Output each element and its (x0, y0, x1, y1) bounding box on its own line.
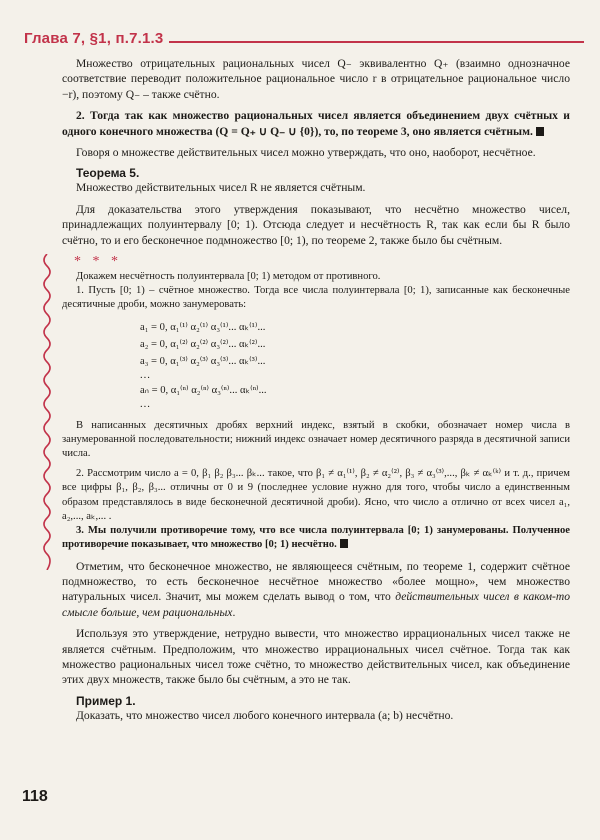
theorem-text: Множество действительных чисел R не является счётным. (76, 181, 366, 195)
chapter-title: Глава 7, §1, п.7.1.3 (24, 30, 164, 47)
proof-note: В написанных десятичных дробях верхний индекс, взятый в скобки, обозначает номер числа в занумерованной последовательности; нижний индекс означает номер десятичного разряда в десятичной записи числа. (62, 419, 570, 460)
page-number: 118 (22, 788, 48, 805)
paragraph-text: Отметим, что бесконечное множество, не являющееся счётным, по теореме 1, содержит счётное подмножество, то есть бесконечное несчётное множество «более мощно», чем множество натуральных чисел. Значит, мы можем сделать вывод о том, что (62, 559, 570, 604)
sequence-row: a₂ = 0, α₁⁽²⁾ α₂⁽²⁾ α₃⁽²⁾... αₖ⁽²⁾... (140, 338, 266, 350)
paragraph: Для доказательства этого утверждения показывают, что несчётно множество чисел, принадлежащих полуинтервалу [0; 1). Отсюда следует и несчётность R, так как если бы R было счётно, то и его бесконечное подмножество [0; 1), по теореме 2, также было бы счётным. (62, 202, 570, 247)
proof-step-3-text: 3. Мы получили противоречие тому, что все числа полуинтервала [0; 1) занумерованы. Полученное противоречие показывает, что множество [0; 1) несчётно. (62, 525, 570, 551)
sequence-row: aₙ = 0, α₁⁽ⁿ⁾ α₂⁽ⁿ⁾ α₃⁽ⁿ⁾... αₖ⁽ⁿ⁾... (140, 384, 267, 396)
end-of-proof-icon (340, 539, 348, 548)
paragraph: Используя это утверждение, нетрудно вывести, что множество иррациональных чисел также не является счётным. Предположим, что множество иррациональных чисел счётное. Тогда так как множество рациональных чисел тоже счётно, то множество действительных чисел, как объединение этих двух множеств, также было бы счётным, а это не так. (62, 627, 570, 687)
paragraph (62, 559, 570, 621)
paragraph (62, 108, 570, 139)
sequence-row: a₃ = 0, α₁⁽³⁾ α₂⁽³⁾ α₃⁽³⁾... αₖ⁽³⁾... (140, 355, 266, 367)
enumerated-sequence (140, 319, 570, 411)
proof-intro: Докажем несчётность полуинтервала [0; 1) методом от противного. (76, 271, 381, 283)
page-content (62, 56, 570, 723)
section-stars: * * * (74, 254, 122, 270)
sequence-row: a₁ = 0, α₁⁽¹⁾ α₂⁽¹⁾ α₃⁽¹⁾... αₖ⁽¹⁾... (140, 321, 266, 333)
paragraph: Множество отрицательных рациональных чисел Q₋ эквивалентно Q₊ (взаимно однозначное соответствие переводит положительное рациональное число r в отрицательное рациональное число −r), поэтому Q₋ – также счётно. (62, 57, 570, 101)
paragraph-text: 2. Тогда так как множество рациональных чисел является объединением двух счётных и одного конечного множества (Q = Q₊ ∪ Q₋ ∪ {0}), то, по теореме 3, оно является счётным. (62, 109, 570, 138)
proof-block (62, 254, 570, 552)
header-rule (169, 41, 584, 43)
proof-step-1: 1. Пусть [0; 1) – счётное множество. Тогда все числа полуинтервала [0; 1), записанные как бесконечные десятичные дроби, можно занумеровать: (62, 285, 570, 311)
proof-step-2: 2. Рассмотрим число a = 0, β₁ β₂ β₃... βₖ... такое, что β₁ ≠ α₁⁽¹⁾, β₂ ≠ α₂⁽²⁾, β₃ ≠ α₃⁽³⁾,..., βₖ ≠ αₖ⁽ᵏ⁾ и т. д., причем все цифры β₁, β₂, β₃... отличны от 0 и 9 (последнее условие нужно для того, чтобы число a единственным образом представлялось в виде бесконечной десятичной дроби). Ясно, что число a отлично от всех чисел a₁, a₂,..., aₖ,... . (62, 468, 570, 522)
example-text: Доказать, что множество чисел любого конечного интервала (a; b) несчётно. (76, 708, 454, 722)
emphasis-text: действительных чисел в каком-то смысле больше, чем рациональных (62, 590, 571, 619)
sequence-dots: ... (140, 369, 151, 381)
proof-step-3 (62, 524, 570, 552)
chapter-header (24, 30, 584, 47)
wavy-margin-line (40, 254, 54, 570)
theorem-title: Теорема 5. (76, 166, 140, 181)
end-of-proof-icon (536, 127, 544, 136)
sequence-dots: ... (140, 398, 151, 410)
paragraph-end: . (232, 605, 236, 619)
example-title: Пример 1. (76, 693, 136, 708)
paragraph: Говоря о множестве действительных чисел можно утверждать, что оно, наоборот, несчётное. (76, 146, 536, 160)
